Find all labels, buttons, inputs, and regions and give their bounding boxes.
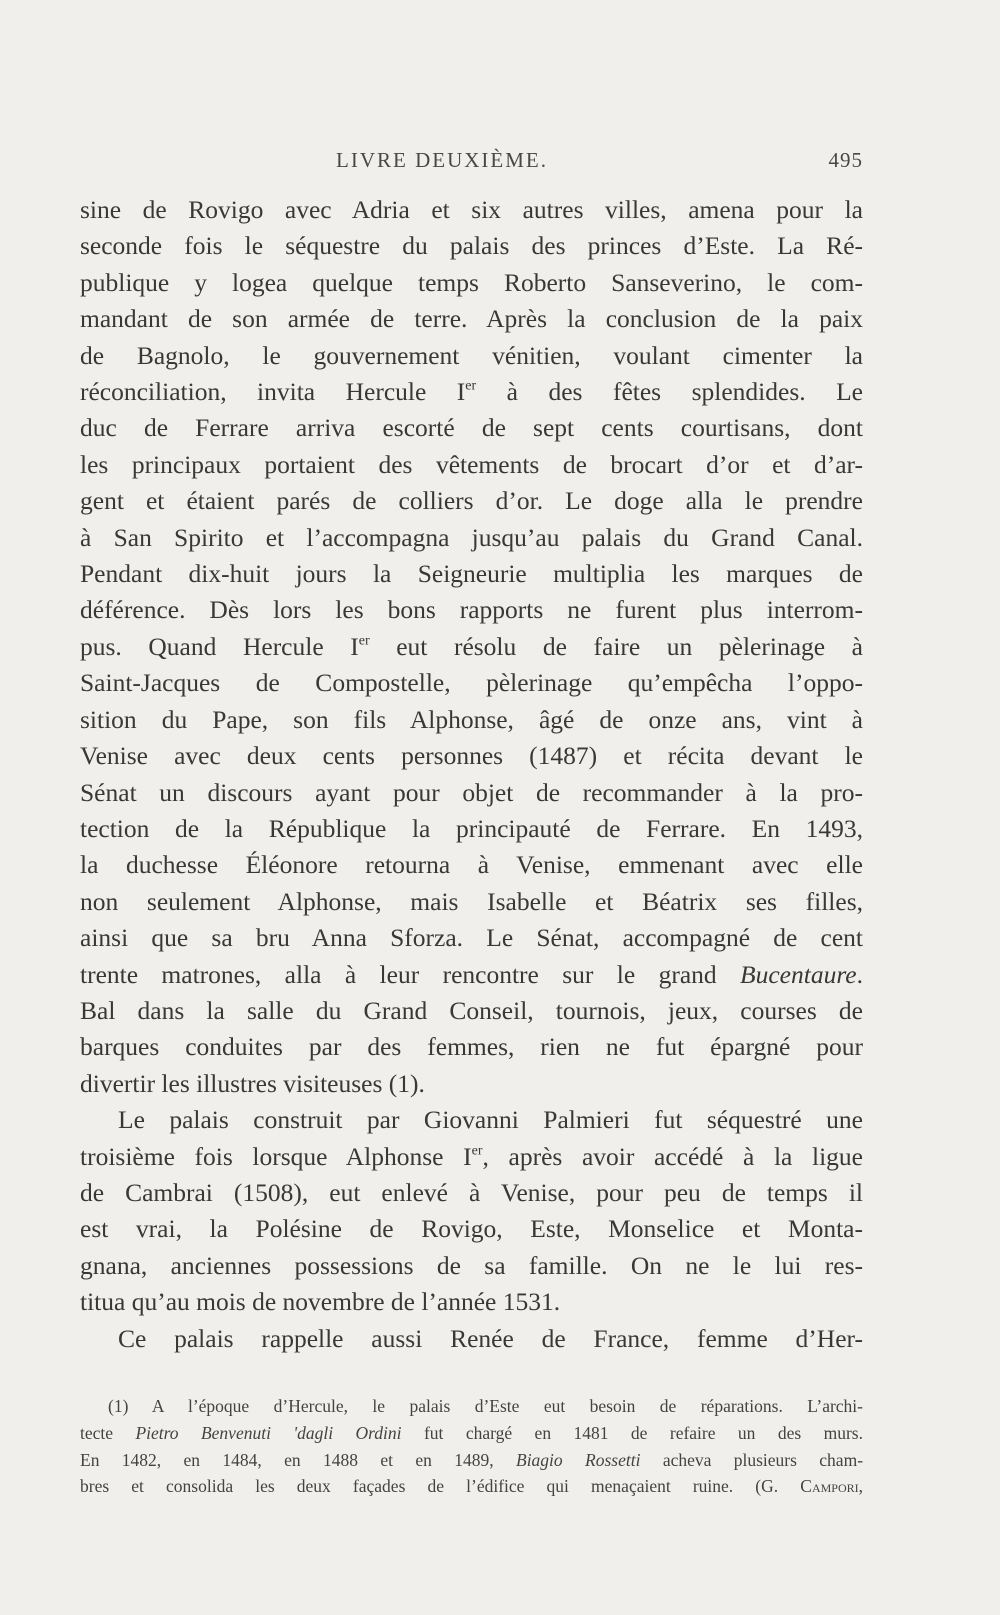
text-line: ainsi que sa bru Anna Sforza. Le Sénat, accompagné de cent: [80, 923, 863, 953]
text-line: divertir les illustres visiteuses (1).: [80, 1068, 425, 1098]
footnote: [80, 1393, 863, 1500]
text-line: titua qu’au mois de novembre de l’année 1531.: [80, 1287, 561, 1317]
page-number: 495: [828, 148, 863, 172]
architect-name: Pietro Benvenuti 'dagli Ordini: [135, 1422, 402, 1443]
superscript: er: [465, 378, 477, 394]
text-fragment: à des fêtes splendides. Le: [476, 377, 863, 407]
text-line: barques conduites par des femmes, rien ne fut épargné pour: [80, 1032, 863, 1062]
text-fragment: tecte: [80, 1422, 136, 1443]
text-line: déférence. Dès lors les bons rapports ne furent plus interrom-: [80, 595, 863, 625]
running-title: LIVRE DEUXIÈME.: [336, 148, 548, 172]
text-line: Pendant dix-huit jours la Seigneurie multiplia les marques de: [80, 559, 863, 589]
text-line: sine de Rovigo avec Adria et six autres villes, amena pour la: [80, 195, 863, 224]
text-line: les principaux portaient des vêtements de brocart d’or et d’ar-: [80, 449, 863, 479]
superscript: er: [358, 633, 370, 649]
text-fragment: eut résolu de faire un pèlerinage à: [369, 631, 863, 661]
text-line: [80, 629, 863, 665]
text-line: tection de la République la principauté de Ferrare. En 1493,: [80, 813, 863, 843]
text-line: seconde fois le séquestre du palais des princes d’Este. La Ré-: [80, 231, 863, 261]
text-line: la duchesse Éléonore retourna à Venise, emmenant avec elle: [80, 850, 863, 880]
text-line: Ce palais rappelle aussi Renée de France, femme d’Her-: [118, 1323, 863, 1353]
text-line: duc de Ferrare arriva escorté de sept cents courtisans, dont: [80, 413, 863, 443]
text-line: de Bagnolo, le gouvernement vénitien, voulant cimenter la: [80, 340, 863, 370]
footnote-line: [80, 1420, 863, 1447]
text-line: de Cambrai (1508), eut enlevé à Venise, pour peu de temps il: [80, 1177, 863, 1207]
body-text: [80, 192, 863, 1357]
italic-ship-name: Bucentaure: [740, 959, 857, 989]
text-fragment: troisième fois lorsque Alphonse I: [80, 1141, 472, 1171]
text-line: gnana, anciennes possessions de sa famille. On ne le lui res-: [80, 1250, 863, 1280]
text-line: Sénat un discours ayant pour objet de recommander à la pro-: [80, 777, 863, 807]
footnote-line: [80, 1473, 863, 1500]
text-line: [80, 957, 863, 993]
text-fragment: réconciliation, invita Hercule I: [80, 377, 466, 407]
text-line: à San Spirito et l’accompagna jusqu’au palais du Grand Canal.: [80, 522, 863, 552]
text-line: Saint-Jacques de Compostelle, pèlerinage qu’empêcha l’oppo-: [80, 668, 863, 698]
text-fragment: , après avoir accédé à la ligue: [482, 1141, 863, 1171]
text-fragment: trente matrones, alla à leur rencontre sur le grand: [80, 959, 741, 989]
text-fragment: acheva plusieurs cham-: [640, 1449, 863, 1470]
text-line: [80, 374, 863, 410]
text-fragment: pus. Quand Hercule I: [80, 631, 359, 661]
book-page: [80, 148, 863, 1500]
text-line: Bal dans la salle du Grand Conseil, tournois, jeux, courses de: [80, 995, 863, 1025]
text-line: est vrai, la Polésine de Rovigo, Este, Monselice et Monta-: [80, 1214, 863, 1244]
footnote-line: [80, 1447, 863, 1474]
text-line: mandant de son armée de terre. Après la conclusion de la paix: [80, 304, 863, 334]
text-line: non seulement Alphonse, mais Isabelle et Béatrix ses filles,: [80, 886, 863, 916]
text-line: gent et étaient parés de colliers d’or. Le doge alla le prendre: [80, 486, 863, 516]
text-line: [80, 1139, 863, 1175]
superscript: er: [471, 1143, 483, 1159]
running-head: [80, 148, 863, 178]
text-line: Venise avec deux cents personnes (1487) et récita devant le: [80, 741, 863, 771]
builder-name: Biagio Rossetti: [516, 1449, 641, 1470]
text-fragment: .: [856, 959, 863, 989]
text-line: Le palais construit par Giovanni Palmieri fut séquestré une: [118, 1105, 863, 1135]
text-line: publique y logea quelque temps Roberto Sanseverino, le com-: [80, 267, 863, 297]
text-fragment: bres et consolida les deux façades de l’édifice qui menaçaient ruine. (G.: [80, 1476, 801, 1497]
text-fragment: fut chargé en 1481 de refaire un des murs.: [401, 1422, 863, 1443]
text-line: sition du Pape, son fils Alphonse, âgé de onze ans, vint à: [80, 704, 863, 734]
text-fragment: ,: [858, 1476, 863, 1497]
footnote-line: (1) A l’époque d’Hercule, le palais d’Este eut besoin de réparations. L’archi-: [108, 1396, 863, 1416]
text-fragment: En 1482, en 1484, en 1488 et en 1489,: [80, 1449, 516, 1470]
author-name: Campori: [800, 1476, 859, 1497]
